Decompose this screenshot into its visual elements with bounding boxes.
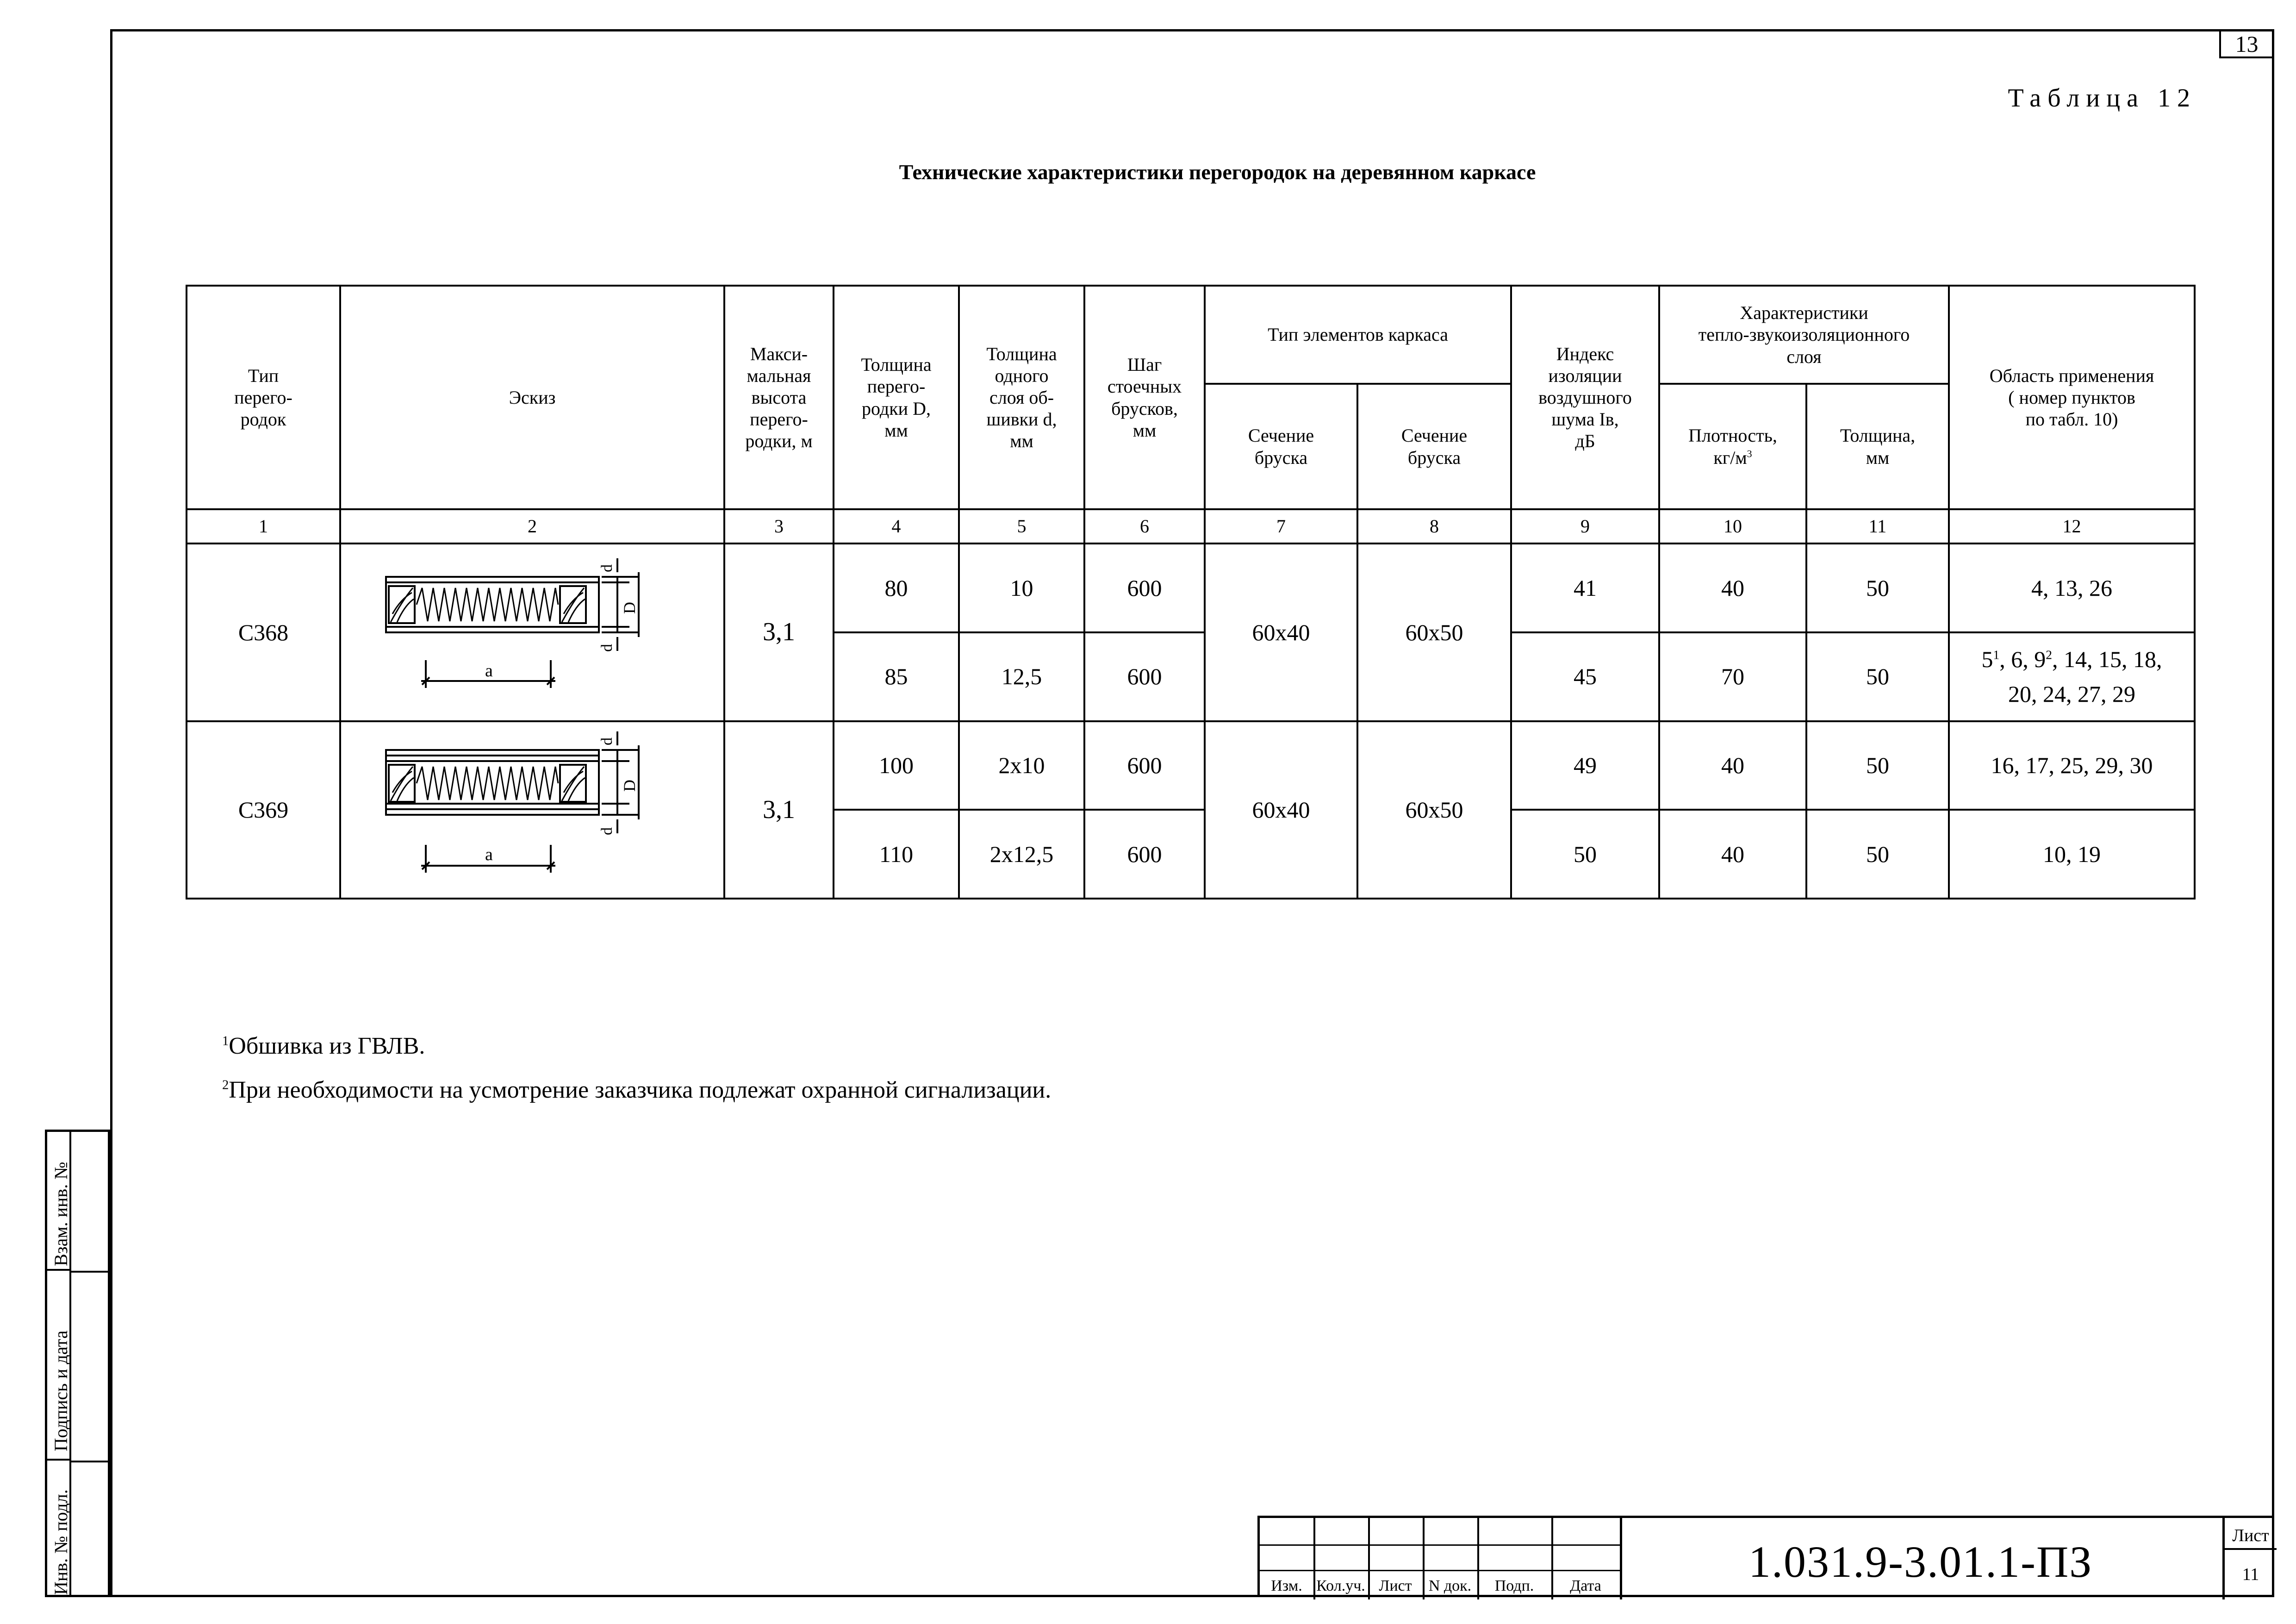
max-height: 3,1 xyxy=(724,543,834,721)
hdr-step: Шаг стоечных брусков, мм xyxy=(1084,286,1205,509)
cell-step: 600 xyxy=(1084,543,1205,632)
cell-D: 85 xyxy=(834,632,959,721)
tb-label: N док. xyxy=(1428,1577,1472,1594)
col-number: 1 xyxy=(187,509,340,543)
cell-index: 49 xyxy=(1511,721,1659,810)
hdr-section-2: Сечение бруска xyxy=(1357,384,1511,509)
hdr-max-height: Макси- мальная высота перего- родки, м xyxy=(724,286,834,509)
cell-step: 600 xyxy=(1084,810,1205,899)
row-type: С369 xyxy=(187,721,340,899)
col-number: 11 xyxy=(1806,509,1949,543)
hdr-insulation: Характеристики тепло-звукоизоляционного слоя xyxy=(1659,286,1949,384)
sketch-label-d: d xyxy=(598,564,616,572)
tb-label: Дата xyxy=(1570,1577,1601,1594)
sketch-label-d: d xyxy=(598,827,616,835)
sketch-label-D: D xyxy=(620,779,639,792)
cell-d: 12,5 xyxy=(959,632,1084,721)
sketch-label-D: D xyxy=(620,602,639,614)
tb-label: Подп. xyxy=(1494,1577,1534,1594)
cell-d: 10 xyxy=(959,543,1084,632)
spec-table xyxy=(186,285,2196,899)
hdr-layer-d: Толщина одного слоя об- шивки d, мм xyxy=(959,286,1084,509)
page-number: 13 xyxy=(2219,29,2274,58)
sheet-number: 11 xyxy=(2242,1565,2259,1584)
cell-thickness: 50 xyxy=(1806,543,1949,632)
max-height: 3,1 xyxy=(724,721,834,899)
sheet-label: Лист xyxy=(2232,1526,2269,1545)
col-number: 10 xyxy=(1659,509,1806,543)
partition-sketch-icon xyxy=(342,722,722,893)
col-number: 6 xyxy=(1084,509,1205,543)
left-stamp xyxy=(45,1130,110,1597)
hdr-application: Область применения ( номер пунктов по табл. 10) xyxy=(1949,286,2195,509)
tb-label: Лист xyxy=(1379,1577,1412,1594)
cell-application: 16, 17, 25, 29, 30 xyxy=(1949,721,2195,810)
cell-density: 40 xyxy=(1659,810,1806,899)
footnote-2: $^2$При необходимости на усмотрение заказчика подлежат охранной сигнализации. xyxy=(222,1077,1052,1103)
sketch-c369 xyxy=(340,721,724,899)
cell-section1: 60х40 xyxy=(1205,721,1357,899)
stamp-label: Инв. № подл. xyxy=(50,1489,71,1595)
cell-D: 110 xyxy=(834,810,959,899)
hdr-index: Индекс изоляции воздушного шума Iв, дБ xyxy=(1511,286,1659,509)
cell-application: 10, 19 xyxy=(1949,810,2195,899)
cell-D: 100 xyxy=(834,721,959,810)
col-number: 4 xyxy=(834,509,959,543)
hdr-sketch: Эскиз xyxy=(340,286,724,509)
sketch-label-d: d xyxy=(598,644,616,652)
col-number: 8 xyxy=(1357,509,1511,543)
document-code: 1.031.9-3.01.1-ПЗ xyxy=(1748,1537,2093,1587)
cell-index: 50 xyxy=(1511,810,1659,899)
hdr-thickness-D: Толщина перего- родки D, мм xyxy=(834,286,959,509)
sketch-label-d: d xyxy=(598,737,616,745)
cell-application: $5^1$, 6, $9^2$, 14, 15, 18, 20, 24, 27, 29 xyxy=(1949,632,2195,721)
cell-d: 2х12,5 xyxy=(959,810,1084,899)
row-type: С368 xyxy=(187,543,340,721)
sketch-c368 xyxy=(340,543,724,721)
cell-application: 4, 13, 26 xyxy=(1949,543,2195,632)
cell-d: 2х10 xyxy=(959,721,1084,810)
col-number: 5 xyxy=(959,509,1084,543)
col-number: 2 xyxy=(340,509,724,543)
col-number: 9 xyxy=(1511,509,1659,543)
stamp-label: Подпись и дата xyxy=(50,1330,71,1451)
footnote-1: $^1$Обшивка из ГВЛВ. xyxy=(222,1033,425,1059)
cell-density: 40 xyxy=(1659,543,1806,632)
document-title: Технические характеристики перегородок на деревянном каркасе xyxy=(899,160,1536,184)
table-label: Таблица 12 xyxy=(2008,84,2196,112)
cell-index: 41 xyxy=(1511,543,1659,632)
hdr-type: Тип перего- родок xyxy=(187,286,340,509)
cell-section1: 60х40 xyxy=(1205,543,1357,721)
cell-thickness: 50 xyxy=(1806,810,1949,899)
stamp-label: Взам. инв. № xyxy=(50,1162,71,1266)
cell-step: 600 xyxy=(1084,721,1205,810)
cell-step: 600 xyxy=(1084,632,1205,721)
cell-section2: 60х50 xyxy=(1357,543,1511,721)
sketch-label-a: а xyxy=(485,844,493,864)
hdr-ins-thickness: Толщина, мм xyxy=(1806,384,1949,509)
col-number: 7 xyxy=(1205,509,1357,543)
col-number: 3 xyxy=(724,509,834,543)
cell-density: 70 xyxy=(1659,632,1806,721)
hdr-frame-type: Тип элементов каркаса xyxy=(1205,286,1511,384)
cell-section2: 60х50 xyxy=(1357,721,1511,899)
tb-label: Кол.уч. xyxy=(1316,1577,1365,1594)
partition-sketch-icon xyxy=(342,544,722,716)
hdr-section-1: Сечение бруска xyxy=(1205,384,1357,509)
cell-index: 45 xyxy=(1511,632,1659,721)
sketch-label-a: а xyxy=(485,661,493,681)
tb-label: Изм. xyxy=(1271,1577,1302,1594)
cell-density: 40 xyxy=(1659,721,1806,810)
cell-thickness: 50 xyxy=(1806,721,1949,810)
cell-D: 80 xyxy=(834,543,959,632)
hdr-density: Плотность, $кг/м^3$ xyxy=(1659,384,1806,509)
col-number: 12 xyxy=(1949,509,2195,543)
cell-thickness: 50 xyxy=(1806,632,1949,721)
